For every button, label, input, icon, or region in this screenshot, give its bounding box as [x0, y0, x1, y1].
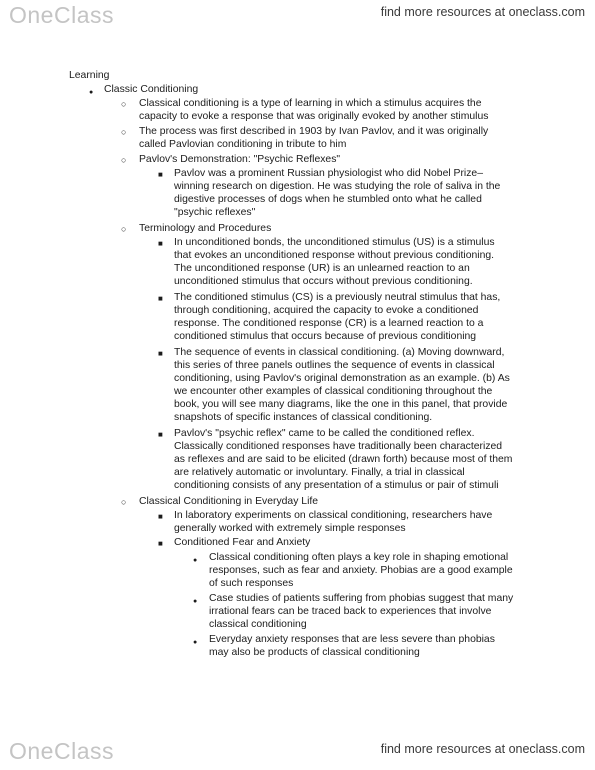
- bullet-circle-icon: ○: [121, 155, 127, 165]
- list-item: The sequence of events in classical conditioning. (a) Moving downward,: [174, 347, 505, 358]
- section-heading: Classic Conditioning: [104, 84, 199, 95]
- list-item-cont: responses, such as fear and anxiety. Phobias are a good example: [209, 565, 513, 576]
- list-item-cont: this series of three panels outlines the sequence of events in classical: [174, 360, 495, 371]
- oneclass-logo-footer[interactable]: OneClass: [9, 738, 114, 764]
- list-item-cont: we encounter other examples of classical conditioning throughout the: [174, 386, 493, 397]
- list-item-cont: conditioning, using Pavlov's original demonstration as an example. (b) As: [174, 373, 510, 384]
- bullet-square-icon: ■: [158, 539, 163, 548]
- list-item-cont: classical conditioning: [209, 619, 307, 630]
- bullet-square-icon: ■: [158, 430, 163, 439]
- bullet-circle-icon: ○: [121, 497, 127, 507]
- bullet-disc-icon: ●: [193, 557, 198, 564]
- list-item-cont: generally worked with extremely simple responses: [174, 523, 406, 534]
- bullet-disc-icon: ●: [193, 598, 198, 605]
- bullet-square-icon: ■: [158, 294, 163, 303]
- subsection-heading: Terminology and Procedures: [139, 223, 272, 234]
- list-item-cont: conditioning consists of any presentation of a stimulus or pair of stimuli: [174, 480, 499, 491]
- bullet-circle-icon: ○: [121, 127, 127, 137]
- list-item-cont: The unconditioned response (UR) is an unlearned reaction to an: [174, 263, 470, 274]
- list-item: Pavlov was a prominent Russian physiologist who did Nobel Prize–: [174, 168, 483, 179]
- list-item: The conditioned stimulus (CS) is a previously neutral stimulus that has,: [174, 292, 501, 303]
- list-item-cont: are relatively automatic or involuntary. Finally, a trial in classical: [174, 467, 465, 478]
- list-item-cont: capacity to evoke a response that was originally evoked by another stimulus: [139, 111, 489, 122]
- list-item-cont: irrational fears can be traced back to experiences that involve: [209, 606, 492, 617]
- list-item-cont: may also be products of classical conditioning: [209, 647, 420, 658]
- bullet-square-icon: ■: [158, 512, 163, 521]
- oneclass-resources-link[interactable]: find more resources at oneclass.com: [380, 5, 585, 19]
- list-item-cont: through conditioning, acquired the capacity to evoke a conditioned: [174, 305, 479, 316]
- list-item: Classical conditioning is a type of learning in which a stimulus acquires the: [139, 98, 482, 109]
- list-item: The process was first described in 1903 by Ivan Pavlov, and it was originally: [139, 126, 489, 137]
- subsection-heading: Classical Conditioning in Everyday Life: [139, 496, 319, 507]
- list-item: Pavlov's "psychic reflex" came to be called the conditioned reflex.: [174, 428, 475, 439]
- bullet-square-icon: ■: [158, 349, 163, 358]
- list-item: In laboratory experiments on classical conditioning, researchers have: [174, 510, 493, 521]
- list-item-cont: of such responses: [209, 578, 294, 589]
- list-item-cont: called Pavlovian conditioning in tribute to him: [139, 139, 347, 150]
- subsection-heading: Pavlov's Demonstration: "Psychic Reflexes": [139, 154, 341, 165]
- list-item: In unconditioned bonds, the unconditioned stimulus (US) is a stimulus: [174, 237, 495, 248]
- list-item-cont: that evokes an unconditioned response without previous conditioning.: [174, 250, 495, 261]
- list-item-cont: book, you will see many diagrams, like the one in this panel, that provide: [174, 399, 508, 410]
- bullet-circle-icon: ○: [121, 99, 127, 109]
- list-item-cont: winning research on digestion. He was studying the role of saliva in the: [174, 181, 501, 192]
- list-item-cont: Classically conditioned responses have traditionally been characterized: [174, 441, 503, 452]
- list-item-cont: snapshots of specific instances of classical conditioning.: [174, 412, 433, 423]
- bullet-disc-icon: ●: [89, 89, 94, 96]
- oneclass-logo[interactable]: OneClass: [9, 2, 114, 28]
- list-item: Conditioned Fear and Anxiety: [174, 537, 311, 548]
- bullet-square-icon: ■: [158, 239, 163, 248]
- bullet-disc-icon: ●: [193, 639, 198, 646]
- doc-title: Learning: [69, 70, 110, 81]
- list-item: Case studies of patients suffering from phobias suggest that many: [209, 593, 514, 604]
- list-item: Everyday anxiety responses that are less severe than phobias: [209, 634, 495, 645]
- list-item-cont: conditioned stimulus that occurs because of previous conditioning: [174, 331, 477, 342]
- bullet-square-icon: ■: [158, 170, 163, 179]
- list-item-cont: as reflexes and are said to be elicited (drawn forth) because most of them: [174, 454, 513, 465]
- list-item-cont: digestive processes of dogs when he stumbled onto what he called: [174, 194, 482, 205]
- list-item-cont: response. The conditioned response (CR) is a learned reaction to a: [174, 318, 484, 329]
- bullet-circle-icon: ○: [121, 224, 127, 234]
- oneclass-resources-link-footer[interactable]: find more resources at oneclass.com: [380, 742, 585, 756]
- list-item-cont: "psychic reflexes": [174, 207, 256, 218]
- list-item-cont: unconditioned stimulus that occurs without previous conditioning.: [174, 276, 473, 287]
- list-item: Classical conditioning often plays a key role in shaping emotional: [209, 552, 509, 563]
